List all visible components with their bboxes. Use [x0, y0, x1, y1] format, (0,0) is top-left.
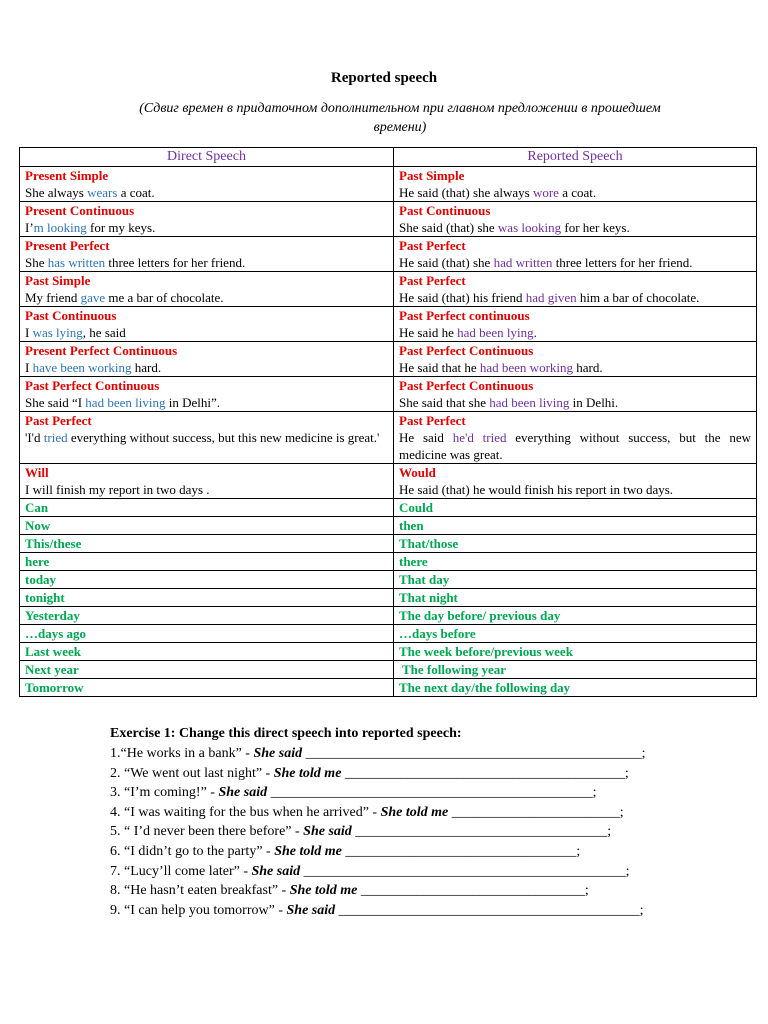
- exercise-question: 8. “He hasn’t eaten breakfast” -: [110, 883, 290, 899]
- direct-cell: [20, 377, 394, 412]
- exercise-item: [110, 744, 710, 764]
- tense-label: Will: [25, 465, 49, 480]
- word-row: [20, 571, 757, 589]
- exercise-prompt: She said: [286, 902, 336, 918]
- tense-label: Past Perfect Continuous: [399, 378, 534, 393]
- sentence-text: 'I'd: [25, 430, 44, 445]
- exercise-prompt: She said: [253, 746, 303, 761]
- word-row: [20, 679, 757, 697]
- exercise-item: [110, 764, 710, 784]
- exercise-item: [110, 803, 710, 823]
- exercise-item: [110, 783, 710, 803]
- table-row: [20, 202, 757, 237]
- exercise-item: [110, 901, 710, 921]
- example-sentence: [399, 219, 751, 236]
- tense-label: Past Continuous: [399, 203, 491, 218]
- table-row: [20, 307, 757, 342]
- highlighted-verb: tried: [43, 430, 68, 445]
- reported-cell: [394, 167, 757, 202]
- tense-label: Would: [399, 465, 436, 480]
- direct-cell: [20, 464, 394, 499]
- tense-label: Present Perfect: [25, 238, 110, 253]
- sentence-text: She: [25, 255, 48, 270]
- word-row: [20, 625, 757, 643]
- reported-word: Could: [394, 499, 757, 517]
- reported-word: there: [394, 553, 757, 571]
- word-row: [20, 517, 757, 535]
- sentence-text: him a bar of chocolate.: [576, 290, 700, 305]
- sentence-text: three letters for her friend.: [552, 255, 693, 270]
- highlighted-verb: had written: [493, 255, 553, 270]
- sentence-text: He said he: [399, 325, 458, 340]
- reported-cell: [394, 377, 757, 412]
- sentence-text: everything without success, but the new medicine was great.: [399, 430, 751, 462]
- exercise-question: 4. “I was waiting for the bus when he arrived” -: [110, 804, 381, 820]
- sentence-text: I: [25, 360, 33, 375]
- tense-label: Present Perfect Continuous: [25, 343, 178, 358]
- reported-cell: [394, 412, 757, 464]
- tense-label: Past Perfect: [399, 413, 466, 428]
- exercise-question: 9. “I can help you tomorrow” -: [110, 902, 287, 918]
- sentence-text: , he said: [82, 325, 126, 340]
- example-sentence: [399, 254, 751, 271]
- highlighted-verb: had been working: [479, 360, 574, 375]
- table-row: [20, 464, 757, 499]
- example-sentence: [25, 289, 388, 306]
- exercise-prompt: She said: [218, 785, 268, 801]
- exercise-prompt: She told me: [273, 765, 342, 781]
- exercise-question: 5. “ I’d never been there before” -: [110, 824, 304, 840]
- sentence-text: in Delhi.: [569, 395, 619, 410]
- exercise-prompt: She said: [251, 863, 301, 879]
- reported-word: The next day/the following day: [394, 679, 757, 697]
- table-row: [20, 167, 757, 202]
- word-row: [20, 643, 757, 661]
- sentence-text: everything without success, but this new medicine is great.': [67, 430, 380, 445]
- example-sentence: [25, 359, 388, 376]
- exercise-question: 3. “I’m coming!” -: [110, 785, 219, 801]
- page-subtitle: (Сдвиг времен в придаточном дополнительном при главном предложении в прошедшем времени): [139, 101, 661, 135]
- tense-label: Past Perfect continuous: [399, 308, 530, 323]
- answer-blank: ________________________;: [448, 804, 624, 820]
- reported-word: …days before: [394, 625, 757, 643]
- sentence-text: for my keys.: [86, 220, 156, 235]
- exercise-question: 6. “I didn’t go to the party” -: [110, 843, 275, 859]
- sentence-text: He said (that) he would finish his report in two days.: [399, 482, 674, 497]
- sentence-text: hard.: [573, 360, 603, 375]
- reported-speech-table: [19, 147, 757, 697]
- direct-cell: [20, 237, 394, 272]
- reported-word: The day before/ previous day: [394, 607, 757, 625]
- tense-label: Past Perfect: [399, 273, 466, 288]
- exercise-item: [110, 881, 710, 901]
- example-sentence: [399, 481, 751, 498]
- direct-word: Next year: [20, 661, 394, 679]
- direct-word: Now: [20, 517, 394, 535]
- direct-cell: [20, 167, 394, 202]
- exercise-question: 2. “We went out last night” -: [110, 765, 274, 781]
- example-sentence: [399, 289, 751, 306]
- word-row: [20, 553, 757, 571]
- tense-label: Past Perfect: [25, 413, 92, 428]
- example-sentence: [399, 184, 751, 201]
- answer-blank: ________________________________________;: [341, 765, 629, 781]
- sentence-text: a coat.: [558, 185, 597, 200]
- sentence-text: My friend: [25, 290, 81, 305]
- exercise-prompt: She told me: [274, 843, 342, 859]
- exercise-section: [110, 726, 710, 920]
- example-sentence: [25, 254, 388, 271]
- sentence-text: She said that she: [399, 395, 490, 410]
- direct-word: tonight: [20, 589, 394, 607]
- reported-word: That/those: [394, 535, 757, 553]
- sentence-text: hard.: [131, 360, 162, 375]
- example-sentence: [399, 324, 751, 341]
- tense-label: Past Continuous: [25, 308, 117, 323]
- direct-cell: [20, 307, 394, 342]
- highlighted-verb: wore: [532, 185, 559, 200]
- exercise-prompt: She told me: [380, 804, 449, 820]
- tense-label: Present Simple: [25, 168, 109, 183]
- reported-cell: [394, 307, 757, 342]
- example-sentence: [399, 429, 751, 463]
- sentence-text: I will finish my report in two days .: [25, 482, 210, 497]
- direct-word: This/these: [20, 535, 394, 553]
- reported-cell: [394, 464, 757, 499]
- exercise-question: 7. “Lucy’ll come later” -: [110, 863, 252, 879]
- sentence-text: .: [533, 325, 537, 340]
- direct-cell: [20, 412, 394, 464]
- direct-word: Yesterday: [20, 607, 394, 625]
- table-row: [20, 237, 757, 272]
- answer-blank: ___________________________________________;: [335, 902, 644, 918]
- highlighted-verb: had been lying: [457, 325, 534, 340]
- sentence-text: for her keys.: [561, 220, 630, 235]
- direct-cell: [20, 202, 394, 237]
- reported-cell: [394, 202, 757, 237]
- page-title: Reported speech: [330, 70, 438, 86]
- header-reported-speech: Reported Speech: [394, 148, 757, 167]
- highlighted-verb: wears: [87, 185, 118, 200]
- sentence-text: a coat.: [117, 185, 155, 200]
- highlighted-verb: m looking: [33, 220, 87, 235]
- sentence-text: He said (that) his friend: [399, 290, 526, 305]
- exercise-prompt: She said: [303, 824, 352, 840]
- sentence-text: She said “I: [25, 395, 86, 410]
- example-sentence: [25, 429, 388, 446]
- table-row: [20, 342, 757, 377]
- sentence-text: three letters for her friend.: [105, 255, 246, 270]
- answer-blank: ________________________________________________;: [302, 746, 646, 761]
- sentence-text: He said that he: [399, 360, 480, 375]
- direct-cell: [20, 342, 394, 377]
- tense-label: Past Simple: [399, 168, 465, 183]
- answer-blank: ______________________________________________;: [267, 785, 597, 801]
- direct-word: Can: [20, 499, 394, 517]
- direct-cell: [20, 272, 394, 307]
- word-row: [20, 535, 757, 553]
- reported-word: That night: [394, 589, 757, 607]
- highlighted-verb: was lying: [32, 325, 83, 340]
- answer-blank: ________________________________;: [357, 883, 589, 899]
- reported-word: The week before/previous week: [394, 643, 757, 661]
- table-row: [20, 377, 757, 412]
- highlighted-verb: gave: [80, 290, 106, 305]
- highlighted-verb: he'd tried: [452, 430, 507, 445]
- tense-label: Past Simple: [25, 273, 91, 288]
- reported-cell: [394, 342, 757, 377]
- sentence-text: in Delhi”.: [165, 395, 220, 410]
- word-row: [20, 589, 757, 607]
- header-direct-speech: Direct Speech: [20, 148, 394, 167]
- exercise-prompt: She told me: [289, 883, 358, 899]
- example-sentence: [25, 184, 388, 201]
- exercise-item: [110, 862, 710, 882]
- exercise-question: 1.“He works in a bank” -: [110, 746, 254, 761]
- tense-label: Present Continuous: [25, 203, 135, 218]
- highlighted-verb: was looking: [497, 220, 562, 235]
- highlighted-verb: have been working: [32, 360, 132, 375]
- example-sentence: [25, 481, 388, 498]
- direct-word: …days ago: [20, 625, 394, 643]
- table-header-row: [20, 148, 757, 167]
- highlighted-verb: had been living: [489, 395, 570, 410]
- reported-cell: [394, 272, 757, 307]
- reported-word: then: [394, 517, 757, 535]
- example-sentence: [25, 394, 388, 411]
- direct-word: today: [20, 571, 394, 589]
- highlighted-verb: has written: [47, 255, 106, 270]
- tense-label: Past Perfect Continuous: [399, 343, 534, 358]
- tense-label: Past Perfect: [399, 238, 466, 253]
- example-sentence: [25, 324, 388, 341]
- answer-blank: ______________________________________________;: [300, 863, 630, 879]
- word-row: [20, 661, 757, 679]
- reported-cell: [394, 237, 757, 272]
- sentence-text: I: [25, 325, 33, 340]
- direct-word: Tomorrow: [20, 679, 394, 697]
- exercise-item: [110, 822, 710, 842]
- sentence-text: He said (that) she: [399, 255, 494, 270]
- example-sentence: [25, 219, 388, 236]
- exercise-heading: Exercise 1: Change this direct speech into reported speech:: [110, 726, 462, 741]
- word-row: [20, 499, 757, 517]
- table-row: [20, 412, 757, 464]
- direct-word: Last week: [20, 643, 394, 661]
- reported-word: The following year: [394, 661, 757, 679]
- sentence-text: He said: [399, 430, 453, 445]
- sentence-text: me a bar of chocolate.: [105, 290, 224, 305]
- reported-word: That day: [394, 571, 757, 589]
- tense-label: Past Perfect Continuous: [25, 378, 160, 393]
- sentence-text: I’: [25, 220, 34, 235]
- sentence-text: She said (that) she: [399, 220, 498, 235]
- highlighted-verb: had been living: [85, 395, 166, 410]
- exercise-item: [110, 842, 710, 862]
- sentence-text: He said (that) she always: [399, 185, 533, 200]
- sentence-text: She always: [25, 185, 88, 200]
- answer-blank: ____________________________________;: [351, 824, 612, 840]
- answer-blank: _________________________________;: [341, 843, 581, 859]
- example-sentence: [399, 394, 751, 411]
- table-row: [20, 272, 757, 307]
- direct-word: here: [20, 553, 394, 571]
- example-sentence: [399, 359, 751, 376]
- highlighted-verb: had given: [525, 290, 577, 305]
- word-row: [20, 607, 757, 625]
